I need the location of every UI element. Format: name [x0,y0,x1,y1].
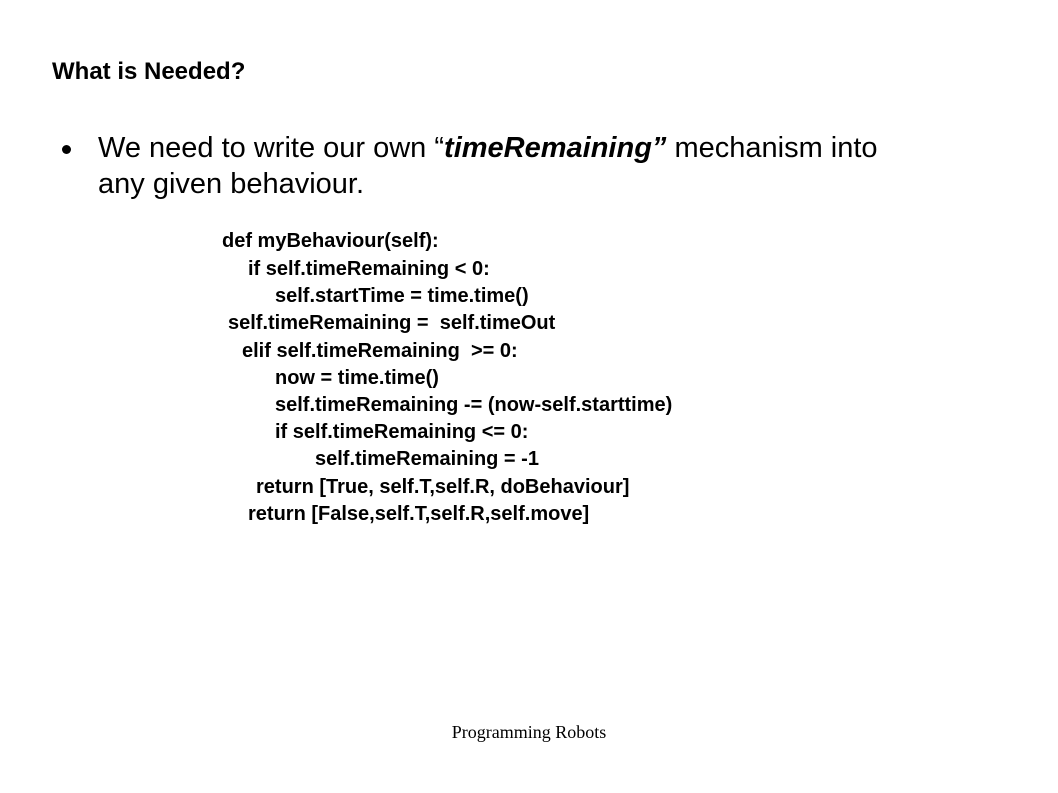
code-line: return [True, self.T,self.R, doBehaviour] [256,476,630,498]
bullet-text-before: We need to write our own “ [98,132,445,164]
code-line: self.timeRemaining = -1 [315,448,539,470]
code-line: self.startTime = time.time() [275,285,529,307]
bullet-text [98,130,998,202]
code-line: self.timeRemaining -= (now-self.starttime) [275,394,673,416]
code-line: if self.timeRemaining <= 0: [275,421,529,443]
bullet-text-line2: any given behaviour. [98,168,365,200]
code-line: def myBehaviour(self): [222,230,439,252]
slide-title: What is Needed? [52,58,246,85]
code-line: elif self.timeRemaining >= 0: [242,340,518,362]
code-line: self.timeRemaining = self.timeOut [228,312,556,334]
bullet-text-after: mechanism into [666,132,878,164]
slide-footer: Programming Robots [451,722,607,742]
bullet-icon [62,145,71,154]
code-line: if self.timeRemaining < 0: [248,258,490,280]
code-line: return [False,self.T,self.R,self.move] [248,503,590,525]
bullet-text-emphasis: timeRemaining” [444,132,667,164]
code-line: now = time.time() [275,367,439,389]
